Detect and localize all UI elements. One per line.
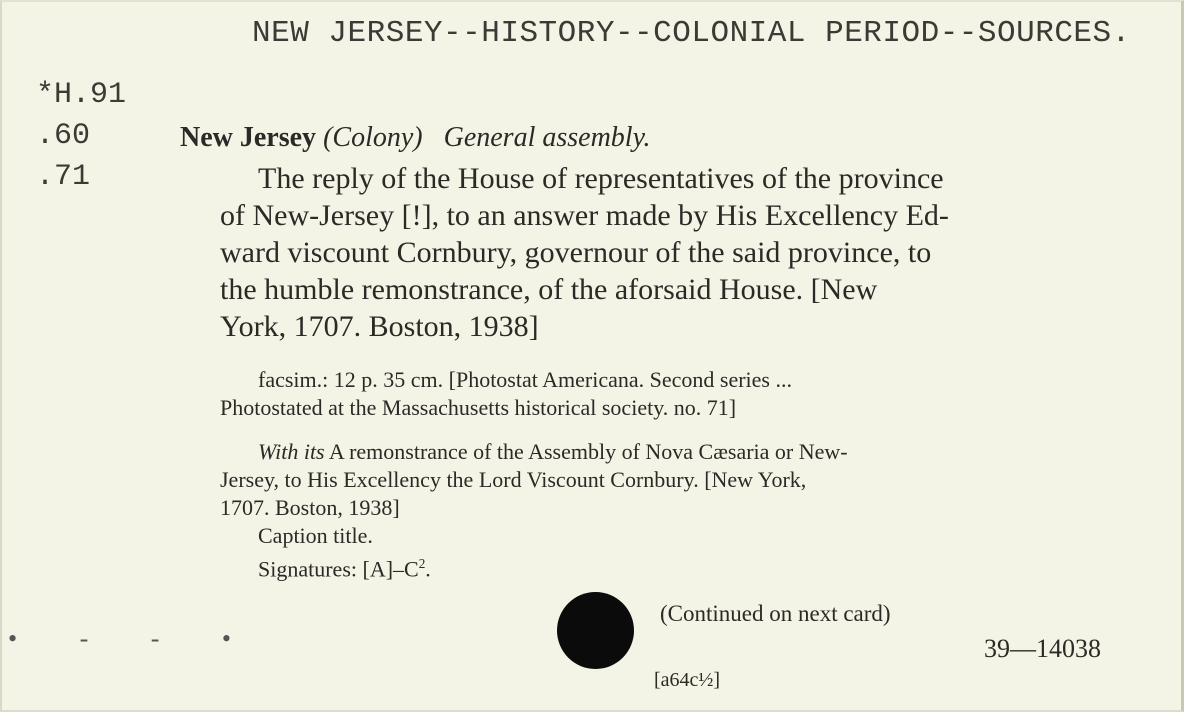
with-note (220, 438, 1140, 583)
collation-line: Photostated at the Massachusetts historical society. no. 71] (220, 395, 737, 420)
call-number-line-3: .71 (36, 160, 91, 194)
title-statement (220, 160, 1140, 345)
call-number-line-2: .60 (36, 119, 91, 153)
with-note-line: 1707. Boston, 1938] (220, 495, 400, 520)
author-qualifier: (Colony) (323, 122, 423, 153)
with-note-lead: With its (258, 439, 325, 464)
author-name: New Jersey (180, 122, 317, 153)
collation-line: facsim.: 12 p. 35 cm. [Photostat Americana. Second series ... (258, 367, 792, 392)
with-note-line: A remonstrance of the Assembly of Nova Cæsaria or New- (324, 439, 848, 464)
signatures-end: . (425, 556, 431, 582)
title-line: the humble remonstrance, of the aforsaid House. [New (220, 273, 878, 306)
subject-heading: NEW JERSEY--HISTORY--COLONIAL PERIOD--SOURCES. (252, 16, 1131, 51)
card-number: 39—14038 (984, 634, 1101, 663)
collation-note (220, 366, 1140, 422)
author-entry (180, 122, 650, 154)
with-note-line: Jersey, to His Excellency the Lord Viscount Cornbury. [New York, (220, 467, 807, 492)
title-line: The reply of the House of representatives of the province (258, 162, 944, 195)
signatures-superscript: 2 (418, 556, 426, 571)
margin-dots: • - - • (8, 624, 260, 653)
title-line: ward viscount Cornbury, governour of the said province, to (220, 236, 932, 269)
punch-hole (557, 592, 634, 669)
author-subdivision: General assembly. (443, 122, 651, 153)
call-number-line-1: *H.91 (36, 78, 127, 112)
signatures-note: Signatures: [A]–C (258, 556, 419, 582)
printer-key: [a64c½] (654, 669, 721, 691)
title-line: of New-Jersey [!], to an answer made by His Excellency Ed- (220, 199, 949, 232)
caption-note: Caption title. (258, 523, 373, 548)
title-line: York, 1707. Boston, 1938] (220, 310, 539, 343)
continued-note: (Continued on next card) (660, 601, 891, 626)
